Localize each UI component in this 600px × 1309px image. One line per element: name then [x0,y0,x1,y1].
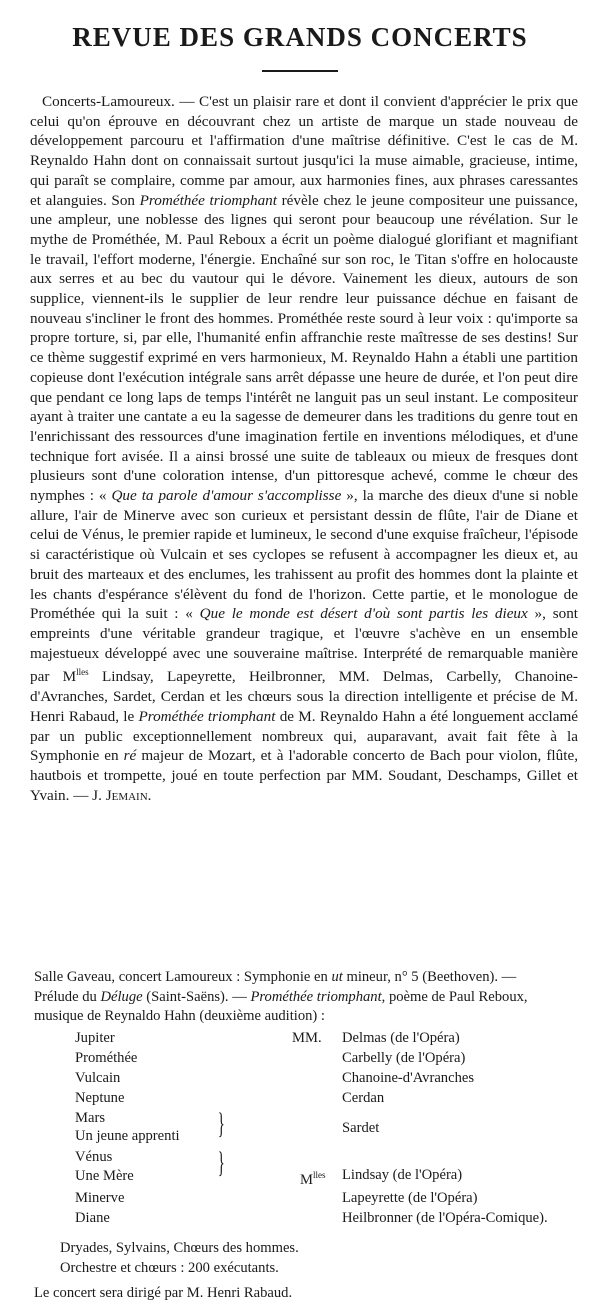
singer-name: Chanoine-d'Avranches [342,1069,475,1086]
article-author: Jemain. [105,786,152,804]
concert-program [30,968,578,1309]
work-title: Prométhée triomphant [138,707,276,725]
brace-icon: } [217,1145,225,1179]
quote: Que le monde est désert d'où sont partis les dieux [199,605,528,623]
singer-name: Lindsay (de l'Opéra) [342,1166,463,1183]
role-name: Un jeune apprenti [75,1127,180,1144]
quote: Que ta parole d'amour s'accomplisse [111,487,342,505]
article-body [30,92,578,805]
role-name: Vulcain [75,1069,121,1086]
work-title: Prométhée triomphant [139,191,277,209]
chorus-line: Dryades, Sylvains, Chœurs des hommes. [60,1239,299,1256]
role-name: Une Mère [75,1167,134,1184]
conductor-line: Le concert sera dirigé par M. Henri Rabaud. [34,1284,293,1301]
title-divider [262,70,338,72]
role-name: Mars [75,1109,105,1126]
page-title: REVUE DES GRANDS CONCERTS [72,22,528,52]
singer-name: Heilbronner (de l'Opéra-Comique). [342,1209,548,1226]
role-name: Vénus [75,1148,113,1165]
brace-icon: } [217,1106,225,1140]
role-name: Minerve [75,1189,125,1206]
cast-list [30,1029,578,1239]
singer-name: Carbelly (de l'Opéra) [342,1049,466,1066]
singer-name: Cerdan [342,1089,385,1106]
role-name: Neptune [75,1089,125,1106]
mm-label: MM. [292,1029,322,1046]
article-paragraph: Concerts-Lamoureux. — C'est un plaisir rare et dont il convient d'apprécier le prix que celui qu'on éprouve en découvrant chez un artiste de marque un stade nouveau de développement parcouru et l'affirmation d'une maîtrise définitive. C'est le cas de M. Reynaldo Hahn dont on connaissait surtout jusqu'ici la muse aimable, gracieuse, intime, qui paraît se complaire, comme par amour, aux harmonies fines, aux phrases caressantes et alanguies. Son Prométhée triomphant révèle chez le jeune compositeur une puissance, une ampleur, une noblesse des lignes qui seront pour beaucoup une révélation. Sur le mythe de Prométhée, M. Paul Reboux a écrit un poème dialogué glorifiant et magnifiant le travail, l'effort moderne, l'énergie. Enchaîné sur son roc, le Titan s'offre en holocauste aux serres et au bec du vautour qui le dévore. Vainement les dieux, autours de son supplice, viennent-ils le supplier de leur rendre leur puissance déchue en faisant de nouveau s'incliner le front des hommes. Prométhée reste sourd à leur voix : qu'importe sa propre torture, si, par elle, l'humanité enfin affranchie reste maîtresse de ses destins! Sur ce thème suggestif exprimé en vers harmonieux, M. Reynaldo Hahn a établi une partition copieuse dont l'exécution intégrale sans arrêt dépasse une heure de durée, et l'on peut dire que pendant ce long laps de temps l'intérêt ne languit pas un seul instant. Le compositeur ayant à traiter une cantate a eu la sagesse de demeurer dans les traditions du genre tout en l'enrichissant des ressources d'une imagination fertile en inventions mélodiques, et d'une technique fort avisée. Il a ainsi brossé une suite de tableaux ou mieux de fresques dont plusieurs sont d'une coloration intense, d'un pittoresque achevé, comme le chœur des nymphes : « Que ta parole d'amour s'accomplisse », la marche des dieux d'une si noble allure, l'air de Minerve avec son curieux et persistant dessin de flûte, l'air de Diane et celui de Vénus, le premier rapide et lumineux, le second d'une exquise fraîcheur, l'épisode si caractéristique où Vulcain et ses cyclopes se refusent à accompagner les dieux et, au bruit des marteaux et des enclumes, les trahissent au profit des hommes dont la plainte et les chants d'espérance s'élèvent du fond de l'horizon. Cette partie, et le monologue de Prométhée qui la suit : « Que le monde est désert d'où sont partis les dieux », sont empreints d'une véritable grandeur tragique, et l'œuvre s'achève en un ensemble majestueux développé avec une souveraine maîtrise. Interprété de remarquable manière par $M^{lles}$ Lindsay, Lapeyrette, Heilbronner, MM. Delmas, Carbelly, Chanoine-d'Avranches, Sardet, Cerdan et les chœurs sous la direction intelligente et précise de M. Henri Rabaud, le Prométhée triomphant de M. Reynaldo Hahn a été longuement acclamé par un public exceptionnellement nombreux qui, auparavant, avait fait fête à la Symphonie en ré majeur de Mozart, et à l'adorable concerto de Bach pour violon, flûte, hautbois et trompette, joué en toute perfection par MM. Soudant, Deschamps, Gillet et Yvain. — J. Jemain. [30,93,579,804]
mlles-label: $M^{lles}$ [300,1169,326,1188]
singer-name: Delmas (de l'Opéra) [342,1029,460,1046]
program-footer [30,1239,578,1309]
role-name: Prométhée [75,1049,138,1066]
role-name: Jupiter [75,1029,115,1046]
orchestra-line: Orchestre et chœurs : 200 exécutants. [60,1259,279,1276]
singer-name: Lapeyrette (de l'Opéra) [342,1189,478,1206]
singer-name: Sardet [342,1119,380,1136]
role-name: Diane [75,1209,110,1226]
program-intro: Salle Gaveau, concert Lamoureux : Symphonie en ut mineur, n° 5 (Beethoven). — Prélude du Déluge (Saint-Saëns). — Prométhée triomphant, poème de Paul Reboux, musique de Reynaldo Hahn (deuxième audition) : [34,969,528,1025]
